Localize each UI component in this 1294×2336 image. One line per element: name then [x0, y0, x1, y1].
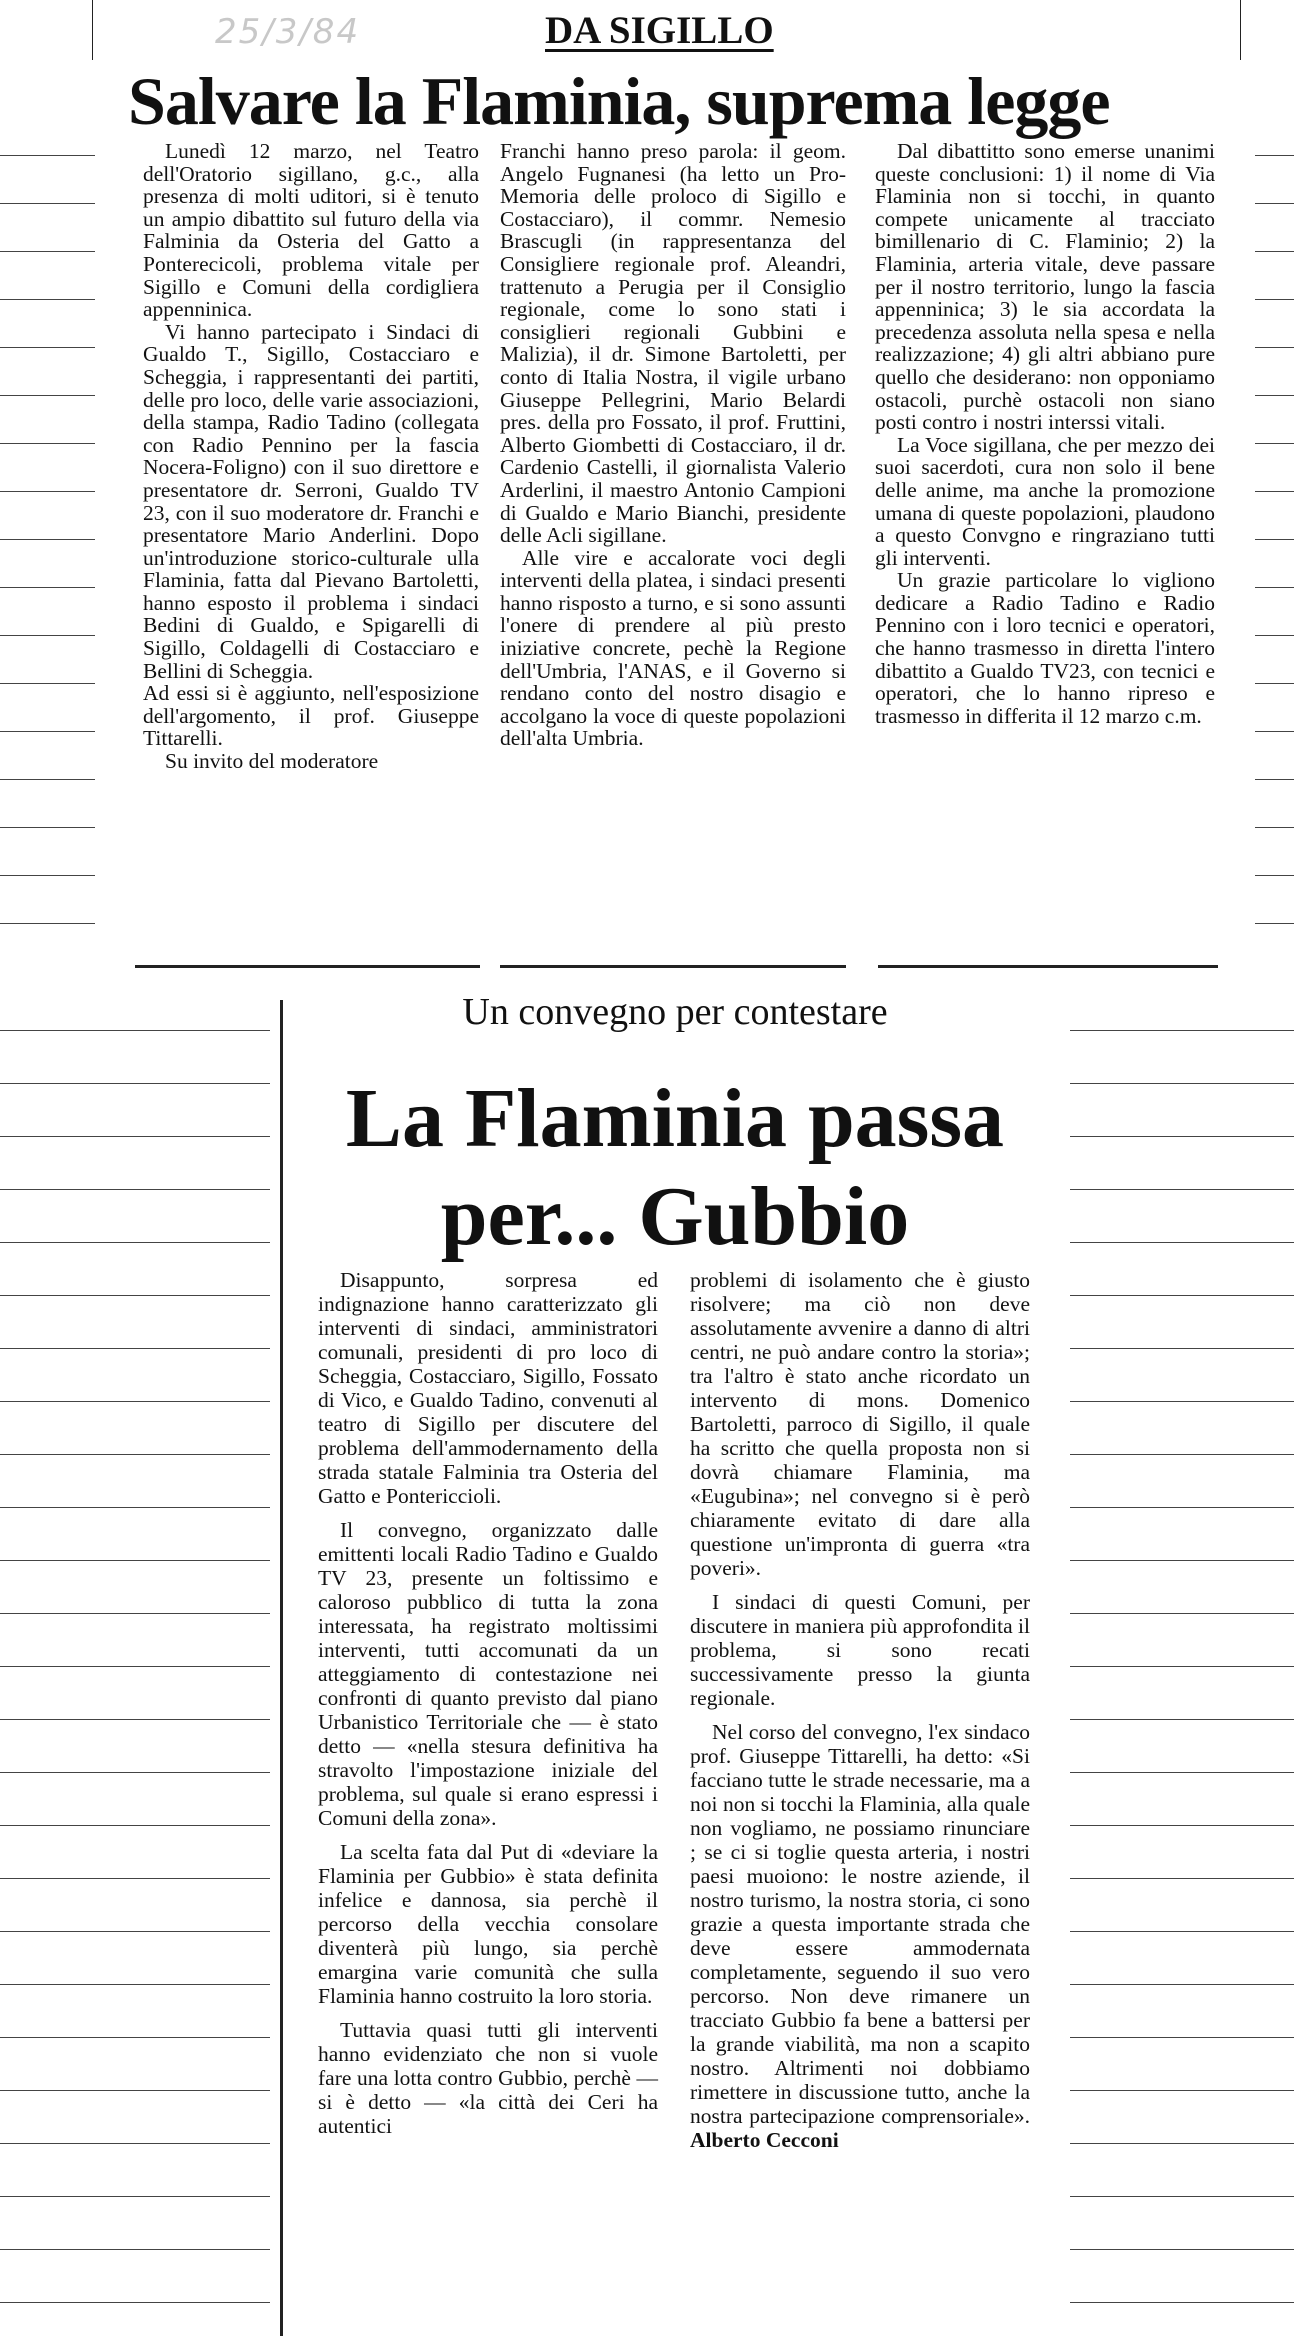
paragraph: Un grazie particolare lo vigliono dedicare a Radio Tadino e Radio Pennino con i loro tecnici e operatori, che hanno trasmesso in diretta l'intero dibattito a Gualdo TV23, con tecnici e operatori, che lo hanno ripreso e trasmesso in differita il 12 marzo c.m. — [875, 568, 1215, 728]
paragraph: Disappunto, sorpresa ed indignazione hanno caratterizzato gli interventi di sindaci, amministratori comunali, presidenti di pro loco di Scheggia, Costacciaro, Sigillo, Fossato di Vico, e Gualdo Tadino, convenuti al teatro di Sigillo per discutere del problema dell'ammodernamento della strada statale Falminia tra Osteria del Gatto e Pontericcioli. — [318, 1268, 658, 1508]
article1-col1 — [143, 140, 479, 773]
separator-rule — [135, 965, 480, 968]
margin-dash — [1255, 491, 1294, 492]
paragraph: I sindaci di questi Comuni, per discutere in maniera più approfondita il problema, si sono recati successivamente presso la giunta regionale. — [690, 1590, 1030, 1710]
margin-dash — [0, 1348, 270, 1349]
paragraph-text: Nel corso del convegno, l'ex sindaco prof. Giuseppe Tittarelli, ha detto: «Si facciano tutte le strade necessarie, ma a noi non si tocchi la Flaminia, alla quale non vogliamo, ne possiamo rinunciare ; se ci si toglie questa arteria, i nostri paesi muoiono: le nostre aziende, il nostro turismo, la nostra storia, ci sono grazie a questa importante strada che deve essere ammodernata completamente, seguendo il suo vero percorso. Non deve rimanere un tracciato Gubbio fa bene a battersi per la grande viabilità, ma non a scapito nostro. Altrimenti noi dobbiamo rimettere in discussione tutto, anche la nostra partecipazione comprensoriale». — [690, 1720, 1030, 2128]
margin-dash — [0, 1507, 270, 1508]
paragraph: Vi hanno partecipato i Sindaci di Gualdo T., Sigillo, Costacciaro e Scheggia, i rappresentanti dei partiti, delle pro loco, delle varie associazioni, della stampa, Radio Tadino (collegata con Radio Pennino per la fascia Nocera-Foligno) con il suo direttore e presentatore dr. Serroni, Gualdo TV 23, con il suo moderatore dr. Franchi e presentatore Mario Anderlini. Dopo un'introduzione storico-culturale ulla Flaminia, fatta dal Pievano Bartoletti, hanno esposto il problema i sindaci Bedini di Gualdo, e Spigarelli di Sigillo, Coldagelli di Costacciaro e Bellini di Scheggia. — [143, 319, 479, 683]
paragraph: Ad essi si è aggiunto, nell'esposizione dell'argomento, il prof. Giuseppe Tittarelli. — [143, 681, 479, 751]
margin-dash — [0, 155, 95, 156]
margin-dash — [1070, 2302, 1294, 2303]
paragraph — [690, 1720, 1030, 2152]
margin-dash — [1255, 923, 1294, 924]
margin-dash — [1255, 203, 1294, 204]
paragraph: La Voce sigillana, che per mezzo dei suoi sacerdoti, cura non solo il bene delle anime, ma anche la promozione umana di queste popolazioni, plaudono a questo Convgno e ringraziano tutti gli interventi. — [875, 432, 1215, 570]
margin-dash — [0, 2249, 270, 2250]
paragraph: Lunedì 12 marzo, nel Teatro dell'Oratorio sigillano, g.c., alla presenza di molti uditori, si è tenuto un ampio dibattito sul futuro della via Falminia da Osteria del Gatto a Ponterecicoli, problema vitale per Sigillo e Comuni della cordigliera appenninica. — [143, 139, 479, 322]
article2-headline-line1: La Flaminia passa — [345, 1072, 1005, 1165]
margin-dash — [1070, 1030, 1294, 1031]
margin-dash — [1070, 1189, 1294, 1190]
margin-line — [92, 0, 93, 60]
margin-dash — [0, 1666, 270, 1667]
margin-dash — [1070, 1772, 1294, 1773]
margin-dash — [0, 1295, 270, 1296]
margin-dash — [1070, 2196, 1294, 2197]
margin-dash — [0, 1719, 270, 1720]
margin-dash — [0, 779, 95, 780]
margin-dash — [1255, 443, 1294, 444]
margin-dash — [1070, 1613, 1294, 1614]
margin-dash — [1255, 731, 1294, 732]
margin-dash — [1255, 635, 1294, 636]
margin-dash — [0, 1242, 270, 1243]
margin-line — [1240, 0, 1241, 60]
margin-dash — [0, 1931, 270, 1932]
margin-dash — [0, 1984, 270, 1985]
margin-dash — [0, 1030, 270, 1031]
margin-dash — [1070, 1454, 1294, 1455]
paragraph: Franchi hanno preso parola: il geom. Angelo Fugnanesi (ha letto un Pro-Memoria delle proloco di Sigillo e Costacciaro), il commr. Nemesio Brascugli (in rappresentanza del Consigliere regionale prof. Aleandri, trattenuto a Perugia per il Consiglio regionale, come lo sono stati i consiglieri regionali Gubbini e Malizia), il dr. Simone Bartoletti, per conto di Italia Nostra, il vigile urbano Giuseppe Pellegrini, Mario Belardi pres. della pro Fossato, il prof. Fruttini, Alberto Giombetti di Costacciaro, il dr. Cardenio Castelli, il giornalista Valerio Arderlini, il maestro Antonio Campioni di Gualdo e Mario Bianchi, presidente delle Acli sigillane. — [500, 139, 846, 548]
margin-dash — [0, 635, 95, 636]
margin-dash — [0, 1825, 270, 1826]
margin-dash — [0, 347, 95, 348]
margin-dash — [1070, 1507, 1294, 1508]
margin-dash — [0, 1772, 270, 1773]
margin-dash — [1070, 1348, 1294, 1349]
article1-col3 — [875, 140, 1215, 727]
margin-dash — [0, 1401, 270, 1402]
margin-dash — [1255, 539, 1294, 540]
article2-subhead: Un convegno per contestare — [462, 991, 888, 1033]
margin-dash — [0, 683, 95, 684]
margin-dash — [1255, 875, 1294, 876]
margin-dash — [1070, 1931, 1294, 1932]
margin-dash — [1070, 2249, 1294, 2250]
margin-dash — [0, 443, 95, 444]
margin-dash — [0, 731, 95, 732]
margin-dash — [1070, 1083, 1294, 1084]
margin-dash — [1255, 347, 1294, 348]
paragraph: Su invito del moderatore — [165, 749, 379, 774]
paragraph: Tuttavia quasi tutti gli interventi hanno evidenziato che non si vuole fare una lotta contro Gubbio, perchè — si è detto — «la città dei Ceri ha autentici — [318, 2018, 658, 2138]
margin-dash — [1070, 1401, 1294, 1402]
margin-dash — [1255, 395, 1294, 396]
margin-dash — [1255, 299, 1294, 300]
margin-dash — [1070, 1719, 1294, 1720]
margin-dash — [1070, 1878, 1294, 1879]
margin-dash — [0, 875, 95, 876]
margin-dash — [1070, 1825, 1294, 1826]
paragraph: La scelta fata dal Put di «deviare la Flaminia per Gubbio» è stata definita infelice e dannosa, sia perchè il percorso della vecchia consolare diventerà più lungo, sia perchè emargina varie comunità che sulla Flaminia hanno costruito la loro storia. — [318, 1840, 658, 2008]
margin-dash — [0, 299, 95, 300]
margin-dash — [0, 2302, 270, 2303]
margin-dash — [1070, 2143, 1294, 2144]
margin-dash — [0, 1083, 270, 1084]
byline: Alberto Cecconi — [690, 2128, 839, 2152]
margin-dash — [0, 2196, 270, 2197]
article2-headline-line2: per... Gubbio — [440, 1170, 910, 1263]
margin-dash — [0, 251, 95, 252]
margin-dash — [0, 2037, 270, 2038]
margin-dash — [1255, 587, 1294, 588]
margin-dash — [1255, 683, 1294, 684]
margin-dash — [1070, 1242, 1294, 1243]
margin-dash — [0, 587, 95, 588]
article2-col1 — [318, 1268, 658, 2148]
margin-dash — [1070, 2037, 1294, 2038]
paragraph: Alle vire e accalorate voci degli interventi della platea, i sindaci presenti hanno risposto a turno, e si sono assunti l'onere di prendere al più presto iniziative concrete, pechè la Regione dell'Umbria, l'ANAS, e il Governo si rendano conto del nostro disagio e accolgano la voce di queste popolazioni dell'alta Umbria. — [500, 545, 846, 751]
margin-dash — [0, 923, 95, 924]
article2-col2 — [690, 1268, 1030, 2162]
margin-dash — [1255, 779, 1294, 780]
paragraph: Dal dibattitto sono emerse unanimi queste conclusioni: 1) il nome di Via Flaminia non si tocchi, in quanto compete unicamente al tracciato bimillenario di C. Flaminio; 2) la Flaminia, arteria vitale, deve passare per il nostro territorio, lungo la fascia appenninica; 3) le sia accordata la precedenza assoluta nella spesa e nella realizzazione; 4) gli altri abbiano pure quello che desiderano: non opponiamo ostacoli, purchè ostacoli non siano posti contro i nostri interssi vitali. — [875, 139, 1215, 435]
margin-dash — [0, 1878, 270, 1879]
margin-dash — [0, 1136, 270, 1137]
paragraph: problemi di isolamento che è giusto risolvere; ma ciò non deve assolutamente avvenire a danno di altri centri, ne può andare contro la storia»; tra l'altro è stato anche ricordato un intervento di mons. Domenico Bartoletti, parroco di Sigillo, il quale ha scritto che quella proposta non si dovrà chiamare Flaminia, ma «Eugubina»; nel convegno si è però chiaramente evitato di dare alla questione un'impronta di guerra «tra poveri». — [690, 1268, 1030, 1580]
article1-col2 — [500, 140, 846, 750]
margin-dash — [1070, 1560, 1294, 1561]
margin-dash — [0, 1613, 270, 1614]
margin-dash — [1070, 1136, 1294, 1137]
margin-dash — [1255, 827, 1294, 828]
margin-dash — [1070, 1295, 1294, 1296]
margin-dash — [0, 2090, 270, 2091]
separator-rule — [878, 965, 1218, 968]
article1-kicker: DA SIGILLO — [545, 9, 774, 52]
margin-dash — [1255, 251, 1294, 252]
margin-dash — [1070, 1666, 1294, 1667]
article1-headline: Salvare la Flaminia, suprema legge — [128, 63, 1110, 139]
margin-dash — [0, 395, 95, 396]
paragraph: Il convegno, organizzato dalle emittenti locali Radio Tadino e Gualdo TV 23, presente un foltissimo e caloroso pubblico di tutta la zona interessata, ha registrato moltissimi interventi, tutti accomunati da un atteggiamento di contestazione nei confronti di quanto previsto dal piano Urbanistico Territoriale che — è stato detto — «nella stesura definitiva ha stravolto l'impostazione iniziale del problema, sul quale si erano espressi i Comuni della zona». — [318, 1518, 658, 1830]
article2-headline — [280, 1070, 1070, 1266]
margin-dash — [0, 1560, 270, 1561]
margin-dash — [1070, 2090, 1294, 2091]
margin-dash — [0, 491, 95, 492]
handwritten-date: 25/3/84 — [215, 12, 361, 52]
margin-dash — [0, 827, 95, 828]
margin-dash — [1070, 1984, 1294, 1985]
margin-dash — [0, 203, 95, 204]
margin-dash — [0, 539, 95, 540]
separator-rule — [500, 965, 846, 968]
margin-dash — [0, 1189, 270, 1190]
margin-dash — [0, 2143, 270, 2144]
margin-dash — [1255, 155, 1294, 156]
margin-dash — [0, 1454, 270, 1455]
